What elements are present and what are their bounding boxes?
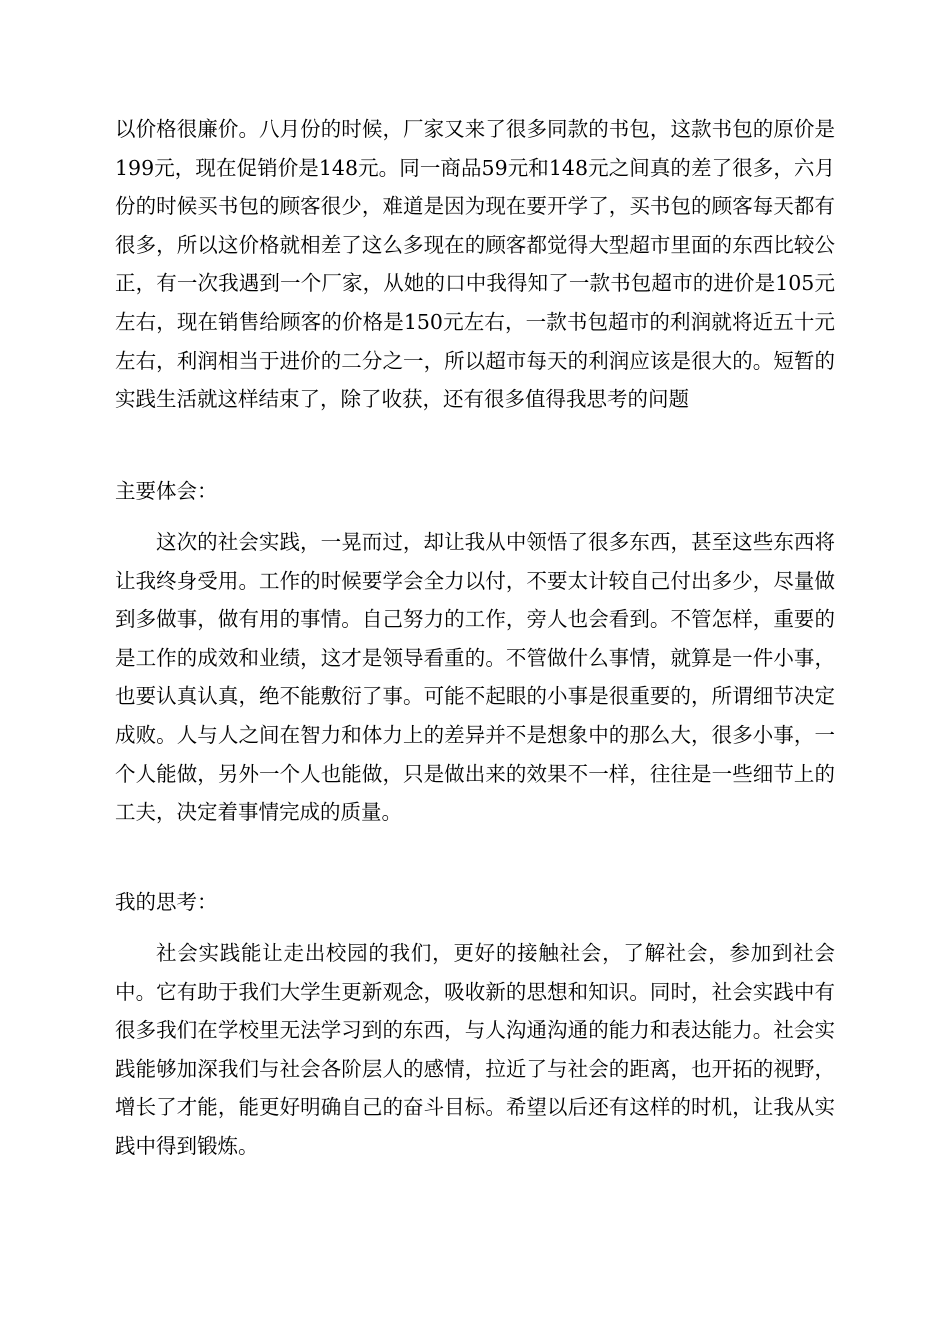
section-heading-main-experience: 主要体会： xyxy=(115,479,218,503)
body-paragraph-continued: 以价格很廉价。八月份的时候，厂家又来了很多同款的书包，这款书包的原价是199元，现在促销价是148元。同一商品59元和148元之间真的差了很多，六月份的时候买书包的顾客很少，难道是因为现在要开学了，买书包的顾客每天都有很多，所以这价格就相差了这么多现在的顾客都觉得大型超市里面的东西比较公正，有一次我遇到一个厂家，从她的口中我得知了一款书包超市的进价是105元左右，现在销售给顾客的价格是150元左右，一款书包超市的利润就将近五十元左右，利润相当于进价的二分之一，所以超市每天的利润应该是很大的。短暂的实践生活就这样结束了，除了收获，还有很多值得我思考的问题 xyxy=(115,117,835,412)
body-paragraph-thoughts: 社会实践能让走出校园的我们，更好的接触社会，了解社会，参加到社会中。它有助于我们大学生更新观念，吸收新的思想和知识。同时，社会实践中有很多我们在学校里无法学习到的东西，与人沟通沟通的能力和表达能力。社会实践能够加深我们与社会各阶层人的感情，拉近了与社会的距离，也开拓的视野，增长了才能，能更好明确自己的奋斗目标。希望以后还有这样的时机，让我从实践中得到锻炼。 xyxy=(115,941,835,1158)
body-paragraph-experience: 这次的社会实践，一晃而过，却让我从中领悟了很多东西，甚至这些东西将让我终身受用。工作的时候要学会全力以付，不要太计较自己付出多少，尽量做到多做事，做有用的事情。自己努力的工作，旁人也会看到。不管怎样，重要的是工作的成效和业绩，这才是领导看重的。不管做什么事情，就算是一件小事，也要认真认真，绝不能敷衍了事。可能不起眼的小事是很重要的，所谓细节决定成败。人与人之间在智力和体力上的差异并不是想象中的那么大，很多小事，一个人能做，另外一个人也能做，只是做出来的效果不一样，往往是一些细节上的工夫，决定着事情完成的质量。 xyxy=(115,530,835,825)
section-heading-my-thoughts: 我的思考： xyxy=(115,890,218,914)
